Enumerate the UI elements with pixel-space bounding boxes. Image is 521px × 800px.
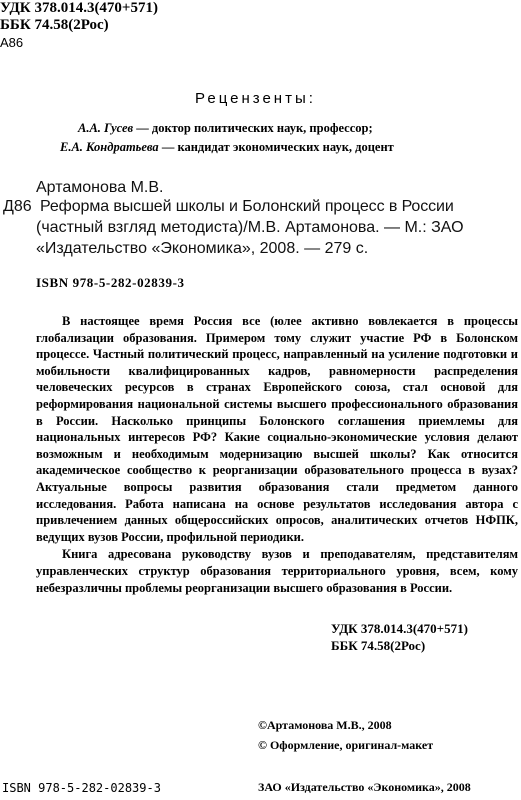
reviewer-2-name: Е.А. Кондратьева <box>60 140 159 154</box>
top-classification <box>0 0 158 51</box>
author-mark-top: А86 <box>0 35 24 50</box>
title-line-1: Реформа высшей школы и Болонский процесс в России <box>40 198 454 215</box>
reviewer-1 <box>78 121 373 136</box>
isbn-footer: ISBN 978-5-282-02839-3 <box>2 781 161 795</box>
abstract <box>36 313 518 596</box>
reviewer-2-desc: — кандидат экономических наук, доцент <box>158 140 394 154</box>
abstract-paragraph-1: В настоящее время Россия все (юлее активно вовлекается в процессы глобализации образования. Примером тому служит участие РФ в Болонском процессе. Частный политический процесс, направленный на усиление подготовки и мобильности квалифицированных кадров, равномерности распределения человеческих ресурсов в странах Европейского союза, стал основой для реформирования национальной системы высшего профессионального образования в России. Насколько принципы Болонского соглашения приемлемы для национальных интересов РФ? Какие социально-экономические условия делают возможным и необходимым модернизацию высшей школы? Как относится академическое сообщество к реорганизации образовательного процесса в вузах? Актуальные вопросы развития образования стали предметом данного исследования. Работа написана на основе результатов исследования автора с привлечением данных общероссийских опросов, аналитических отчетов НФПК, ведущих вузов России, профильной периодики. <box>36 314 518 544</box>
author-code: Д86 <box>3 198 32 215</box>
copyright-design: © Оформление, оригинал-макет <box>258 738 434 752</box>
reviewer-1-name: А.А. Гусев <box>78 121 134 135</box>
title-line-2: (частный взгляд методиста)/М.В. Артамонова. — М.: ЗАО <box>36 219 464 236</box>
bbk-right: ББК 74.58(2Рос) <box>331 638 426 653</box>
copyright-publisher: ЗАО «Издательство «Экономика», 2008 <box>258 780 471 794</box>
abstract-paragraph-2: Книга адресована руководству вузов и преподавателям, представителям управленческих структур образования территориального уровня, всем, кому небезразличны проблемы реорганизации высшего образования в России. <box>36 547 518 595</box>
author-line: Артамонова М.В. <box>36 179 164 196</box>
title-line-3: «Издательство «Экономика», 2008. — 279 с. <box>36 240 369 257</box>
copyright-author: ©Артамонова М.В., 2008 <box>258 718 392 732</box>
udk-top: УДК 378.014.3(470+571) <box>0 0 158 16</box>
isbn: ISBN 978-5-282-02839-3 <box>36 275 185 290</box>
reviewer-1-desc: — доктор политических наук, профессор; <box>133 121 373 135</box>
reviewers-title: Рецензенты: <box>195 90 316 107</box>
classification-right <box>331 620 468 654</box>
bbk-top: ББК 74.58(2Рос) <box>0 17 109 33</box>
udk-right: УДК 378.014.3(470+571) <box>331 621 468 636</box>
reviewer-2 <box>60 140 394 155</box>
